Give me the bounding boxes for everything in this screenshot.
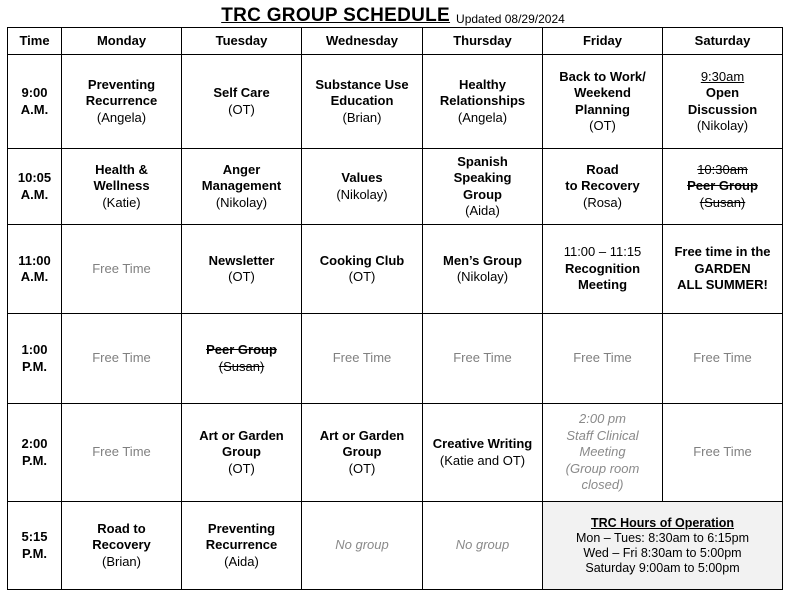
- session-cell: [423, 404, 543, 502]
- session-cell: [543, 225, 663, 314]
- time-hour: 11:00: [18, 252, 51, 268]
- header-tuesday: Tuesday: [182, 28, 302, 55]
- session-title: ALL SUMMER!: [677, 277, 768, 293]
- free-time-cell: Free Time: [62, 225, 182, 314]
- session-title: Meeting: [577, 277, 628, 293]
- session-leader: (Katie and OT): [439, 452, 526, 468]
- header-saturday: Saturday: [663, 28, 783, 55]
- session-title: Relationships: [439, 93, 526, 109]
- session-cell: [182, 55, 302, 149]
- header-row: [8, 28, 783, 55]
- hours-of-operation: [543, 502, 783, 590]
- hours-line: Mon – Tues: 8:30am to 6:15pm: [575, 531, 750, 546]
- session-title: Healthy: [459, 76, 506, 92]
- session-cell: [302, 149, 423, 225]
- session-leader: (Susan): [218, 358, 265, 374]
- session-title: Newsletter: [208, 252, 275, 268]
- session-leader: (Angela): [96, 109, 147, 125]
- time-cell: [8, 225, 62, 314]
- meeting-note: Meeting: [579, 444, 626, 460]
- time-hour: 5:15: [21, 529, 48, 544]
- free-time-cell: Free Time: [62, 314, 182, 404]
- session-title: Group: [463, 186, 502, 202]
- session-leader: (Katie): [102, 194, 141, 210]
- session-title: Substance Use: [315, 76, 409, 92]
- session-title: Creative Writing: [432, 436, 533, 451]
- session-title: Preventing: [87, 76, 156, 92]
- meeting-note: closed): [581, 477, 624, 493]
- session-cell: [182, 404, 302, 502]
- free-time-cell: Free Time: [302, 314, 423, 404]
- session-leader: (Angela): [457, 109, 508, 125]
- session-title: Free time in the: [674, 244, 771, 260]
- session-title: Peer Group: [687, 178, 758, 194]
- header-friday: Friday: [543, 28, 663, 55]
- session-cell: [302, 404, 423, 502]
- session-time-note: 10:30am: [697, 161, 748, 177]
- session-title: Open: [705, 85, 740, 100]
- session-title: Road to: [97, 520, 146, 536]
- session-title: Recognition: [564, 260, 641, 276]
- time-cell: [8, 502, 62, 590]
- staff-meeting-cell: [543, 404, 663, 502]
- table-row: [8, 55, 783, 149]
- time-period: A.M.: [20, 269, 49, 284]
- session-title: Men’s Group: [443, 252, 522, 268]
- session-cell-cancelled: [182, 314, 302, 404]
- title-main: TRC GROUP SCHEDULE: [221, 5, 451, 26]
- session-title: Road: [586, 161, 619, 177]
- time-cell: [8, 55, 62, 149]
- session-leader: (OT): [228, 269, 255, 284]
- session-title: Peer Group: [206, 342, 277, 357]
- free-time-cell: Free Time: [663, 314, 783, 404]
- time-period: P.M.: [21, 452, 48, 468]
- session-title: Anger: [222, 161, 261, 177]
- table-row: [8, 404, 783, 502]
- header-wednesday: Wednesday: [302, 28, 423, 55]
- session-leader: (Brian): [342, 109, 382, 125]
- session-title: Weekend: [574, 85, 631, 100]
- session-title: Group: [222, 444, 261, 460]
- session-leader: (OT): [348, 269, 376, 284]
- session-title: Values: [341, 170, 383, 185]
- session-cell: [62, 55, 182, 149]
- session-time-note: 11:00 – 11:15: [563, 244, 642, 260]
- free-time-cell: Free Time: [62, 404, 182, 502]
- meeting-note: Staff Clinical: [566, 427, 639, 443]
- table-row: [8, 149, 783, 225]
- time-hour: 10:05: [17, 170, 52, 185]
- time-cell: [8, 314, 62, 404]
- session-title: Planning: [575, 101, 630, 117]
- session-cell: [663, 55, 783, 149]
- session-cell: [302, 55, 423, 149]
- session-leader: (Susan): [699, 194, 746, 210]
- session-leader: (OT): [228, 460, 255, 476]
- session-title: Education: [330, 93, 394, 109]
- meeting-note: 2:00 pm: [579, 411, 626, 427]
- free-time-cell: Free Time: [663, 404, 783, 502]
- session-cell: [543, 55, 663, 149]
- session-cell: [182, 225, 302, 314]
- free-time-cell: Free Time: [423, 314, 543, 404]
- session-leader: (OT): [589, 118, 616, 133]
- time-period: P.M.: [21, 545, 48, 561]
- free-time-cell: Free Time: [543, 314, 663, 404]
- time-hour: 1:00: [21, 342, 48, 357]
- table-row: [8, 225, 783, 314]
- session-title: Spanish: [457, 153, 508, 169]
- session-cell: [182, 149, 302, 225]
- session-title: Art or Garden: [199, 427, 284, 443]
- table-row: [8, 314, 783, 404]
- session-leader: (OT): [348, 460, 376, 476]
- session-cell: [543, 149, 663, 225]
- time-cell: [8, 149, 62, 225]
- meeting-note: (Group room: [565, 460, 640, 476]
- session-leader: (Aida): [224, 553, 259, 569]
- hours-line: Saturday 9:00am to 5:00pm: [585, 561, 740, 576]
- session-title: Management: [201, 178, 282, 194]
- session-title: GARDEN: [694, 260, 751, 276]
- session-title: Preventing: [207, 520, 276, 536]
- session-leader: (Aida): [465, 203, 500, 218]
- time-period: A.M.: [20, 186, 49, 202]
- session-title: Discussion: [687, 101, 758, 117]
- session-leader: (Nikolay): [456, 269, 509, 284]
- time-hour: 2:00: [21, 436, 48, 451]
- no-group-cell: No group: [423, 502, 543, 590]
- session-leader: (Brian): [101, 553, 141, 569]
- session-title: Recovery: [92, 537, 151, 553]
- session-cell: [302, 225, 423, 314]
- time-period: A.M.: [20, 101, 49, 117]
- header-time: Time: [8, 28, 62, 55]
- session-leader: (Rosa): [582, 194, 622, 210]
- session-title: to Recovery: [565, 178, 640, 194]
- session-time-note: 9:30am: [700, 68, 745, 84]
- hours-title: TRC Hours of Operation: [590, 515, 735, 530]
- schedule-title: [0, 0, 786, 27]
- session-title: Speaking: [453, 170, 512, 185]
- session-title: Group: [342, 444, 382, 460]
- session-title: Recurrence: [205, 537, 278, 553]
- session-title: Back to Work/: [559, 68, 646, 84]
- session-title: Art or Garden: [319, 427, 405, 443]
- schedule-table: [7, 27, 783, 590]
- no-group-cell: No group: [302, 502, 423, 590]
- session-cell: [62, 502, 182, 590]
- session-leader: (Nikolay): [336, 186, 388, 202]
- session-cell: [423, 225, 543, 314]
- session-cell: [423, 55, 543, 149]
- session-cell: [663, 225, 783, 314]
- session-title: Wellness: [93, 178, 150, 194]
- header-monday: Monday: [62, 28, 182, 55]
- session-title: Recurrence: [85, 93, 158, 109]
- hours-line: Wed – Fri 8:30am to 5:00pm: [583, 546, 742, 561]
- session-title: Health &: [95, 161, 148, 177]
- session-cell: [182, 502, 302, 590]
- session-cell-cancelled: [663, 149, 783, 225]
- title-updated-date: Updated 08/29/2024: [456, 12, 565, 26]
- time-hour: 9:00: [21, 85, 48, 100]
- table-row: [8, 502, 783, 590]
- header-thursday: Thursday: [423, 28, 543, 55]
- session-title: Self Care: [213, 85, 270, 100]
- session-leader: (Nikolay): [696, 118, 749, 133]
- session-leader: (OT): [228, 101, 255, 117]
- session-cell: [423, 149, 543, 225]
- session-leader: (Nikolay): [215, 194, 268, 210]
- session-title: Cooking Club: [319, 252, 405, 268]
- time-period: P.M.: [21, 358, 48, 374]
- time-cell: [8, 404, 62, 502]
- session-cell: [62, 149, 182, 225]
